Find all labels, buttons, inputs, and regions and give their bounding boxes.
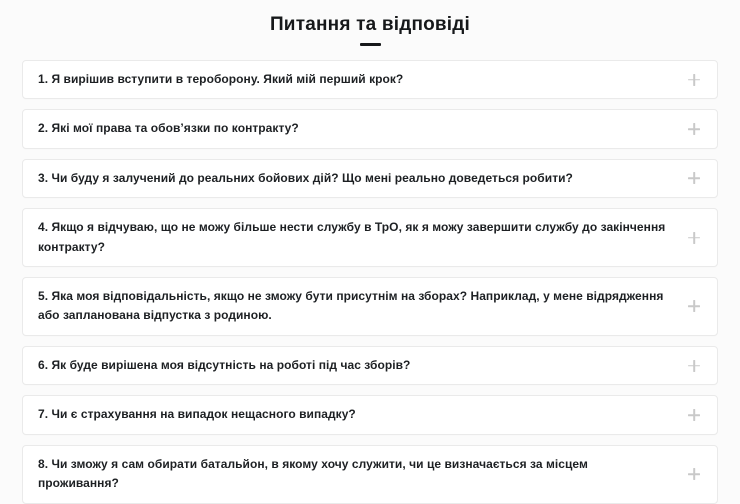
faq-question-label: 6. Як буде вирішена моя відсутність на роботі під час зборів? [38, 357, 411, 372]
faq-accordion-list [22, 60, 718, 504]
faq-item[interactable] [22, 159, 718, 198]
plus-icon[interactable] [685, 169, 703, 187]
faq-question-label: 7. Чи є страхування на випадок нещасного випадку? [38, 407, 356, 422]
page-header [0, 0, 740, 46]
plus-icon[interactable] [685, 465, 703, 483]
plus-icon[interactable] [685, 406, 703, 424]
faq-question-label: 5. Яка моя відповідальність, якщо не зможу бути присутнім на зборах? Наприклад, у мене відрядження або запланована відпустка з родиною. [38, 289, 664, 323]
faq-question-label: 8. Чи зможу я сам обирати батальйон, в якому хочу служити, чи це визначається за місцем проживання? [38, 456, 588, 491]
faq-question-label: 1. Я вирішив вступити в тероборону. Який мій перший крок? [38, 71, 404, 86]
plus-icon[interactable] [685, 357, 703, 375]
title-underline-accent [360, 43, 381, 46]
faq-item[interactable] [22, 60, 718, 99]
plus-icon[interactable] [685, 229, 703, 247]
plus-icon[interactable] [685, 297, 703, 315]
faq-question-label: 2. Які мої права та обов’язки по контракту? [38, 121, 299, 136]
page-title: Питання та відповіді [269, 14, 471, 35]
faq-question-label: 3. Чи буду я залучений до реальних бойових дій? Що мені реально доведеться робити? [38, 170, 573, 185]
faq-item[interactable] [22, 395, 718, 434]
plus-icon[interactable] [685, 71, 703, 89]
plus-icon[interactable] [685, 120, 703, 138]
faq-item[interactable] [22, 109, 718, 148]
faq-item[interactable] [22, 208, 718, 267]
faq-question-label: 4. Якщо я відчуваю, що не можу більше нести службу в ТрО, як я можу завершити службу до закінчення контракту? [38, 220, 666, 254]
faq-item[interactable] [22, 445, 718, 504]
faq-item[interactable] [22, 277, 718, 336]
faq-item[interactable] [22, 346, 718, 385]
